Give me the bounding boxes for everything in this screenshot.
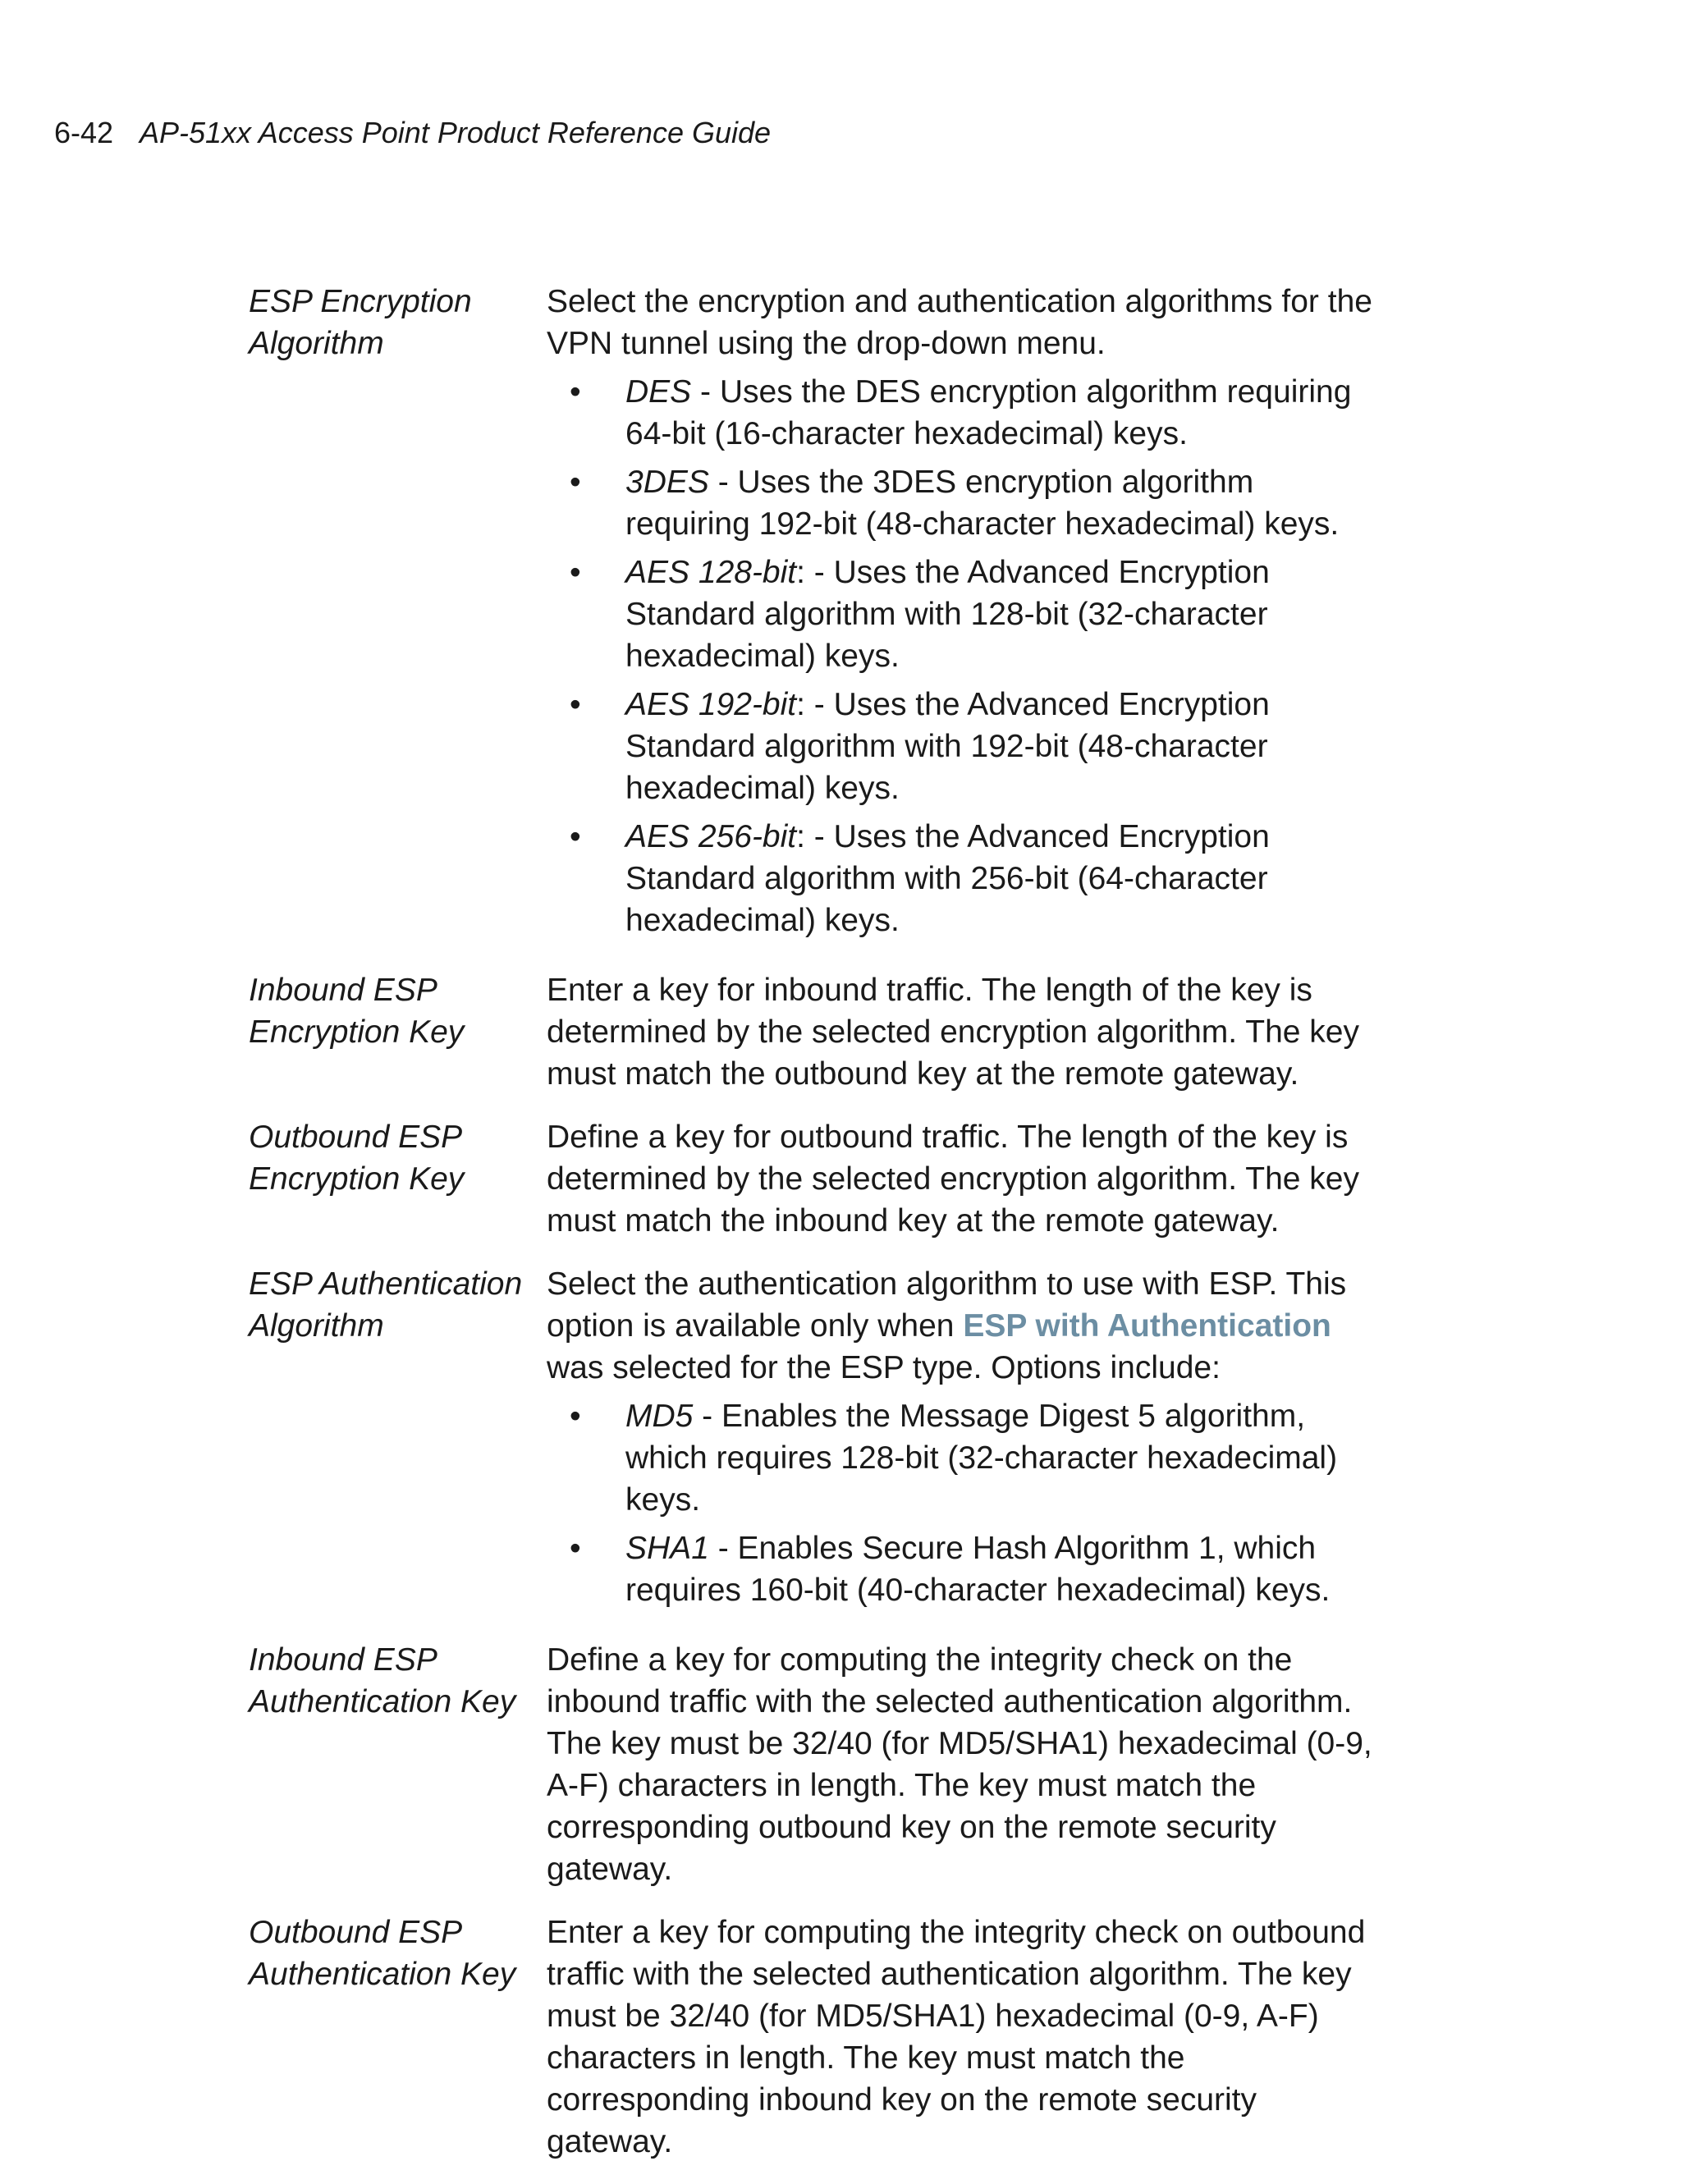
definition-text: Define a key for outbound traffic. The length of the key is determined by the selected encryption algorithm. The key must match the inbound key at the remote gateway.: [547, 1119, 1359, 1239]
bullet-icon: •: [570, 1531, 581, 1566]
definition-table: [249, 281, 1381, 2184]
option-item: [547, 371, 1376, 455]
option-item: [547, 461, 1376, 545]
term: [249, 1263, 547, 1618]
option-text: - Uses the 3DES encryption algorithm requiring 192-bit (48-character hexadecimal) keys.: [625, 465, 1340, 542]
term: [249, 1912, 547, 2163]
definition-text-after: was selected for the ESP type. Options include:: [547, 1350, 1221, 1385]
bullet-icon: •: [570, 465, 581, 500]
bullet-icon: •: [570, 1399, 581, 1434]
option-item: [547, 816, 1376, 941]
definition-text: Enter a key for inbound traffic. The length of the key is determined by the selected encryption algorithm. The key must match the outbound key at the remote gateway.: [547, 973, 1359, 1092]
term-line: Outbound ESP: [249, 1119, 463, 1155]
option-name: MD5: [625, 1399, 694, 1434]
bullet-icon: •: [570, 374, 581, 410]
page-header: [54, 115, 771, 151]
definition: [547, 1912, 1376, 2163]
option-name: AES 192-bit: [625, 687, 797, 722]
definition: [547, 1263, 1376, 1618]
definition-text: Select the encryption and authentication algorithms for the VPN tunnel using the drop-down menu.: [547, 284, 1372, 361]
option-name: DES: [625, 374, 692, 410]
definition: [547, 1116, 1376, 1242]
definition-row: [249, 1263, 1381, 1618]
option-list: [547, 1395, 1376, 1611]
definition-row: [249, 1639, 1381, 1890]
definition-row: [249, 1912, 1381, 2163]
option-item: [547, 1395, 1376, 1521]
term-line: Inbound ESP: [249, 1642, 437, 1678]
option-item: [547, 552, 1376, 677]
option-text: - Uses the DES encryption algorithm requiring 64-bit (16-character hexadecimal) keys.: [625, 374, 1352, 451]
option-text: : - Uses the Advanced Encryption Standard algorithm with 192-bit (48-character hexadecimal) keys.: [625, 687, 1270, 806]
term-line: Authentication Key: [249, 1684, 516, 1719]
term-line: ESP Authentication: [249, 1266, 523, 1302]
term: [249, 1639, 547, 1890]
definition-text: Enter a key for computing the integrity check on outbound traffic with the selected authentication algorithm. The key must be 32/40 (for MD5/SHA1) hexadecimal (0-9, A-F) characters in length. The key must match the corresponding inbound key on the remote security gateway.: [547, 1915, 1366, 2159]
esp-with-authentication-reference: ESP with Authentication: [963, 1308, 1331, 1344]
bullet-icon: •: [570, 687, 581, 722]
option-name: AES 128-bit: [625, 555, 797, 590]
definition-text-before: Select the authentication algorithm to use with ESP. This option is available only when: [547, 1266, 1347, 1344]
term: [249, 969, 547, 1095]
term: [249, 1116, 547, 1242]
option-name: SHA1: [625, 1531, 709, 1566]
term-line: ESP Encryption: [249, 284, 472, 319]
term-line: Authentication Key: [249, 1957, 516, 1992]
term-line: Outbound ESP: [249, 1915, 463, 1950]
definition-text: Define a key for computing the integrity check on the inbound traffic with the selected authentication algorithm. The key must be 32/40 (for MD5/SHA1) hexadecimal (0-9, A-F) characters in length. The key must match the corresponding outbound key on the remote security gateway.: [547, 1642, 1372, 1887]
term-line: Inbound ESP: [249, 973, 437, 1008]
option-text: - Enables Secure Hash Algorithm 1, which requires 160-bit (40-character hexadecimal) keys.: [625, 1531, 1331, 1608]
definition: [547, 1639, 1376, 1890]
option-list: [547, 371, 1376, 941]
definition-row: [249, 1116, 1381, 1242]
definition: [547, 969, 1376, 1095]
option-text: : - Uses the Advanced Encryption Standard algorithm with 128-bit (32-character hexadecimal) keys.: [625, 555, 1270, 674]
option-text: - Enables the Message Digest 5 algorithm, which requires 128-bit (32-character hexadecimal) keys.: [625, 1399, 1338, 1518]
bullet-icon: •: [570, 555, 581, 590]
term-line: Encryption Key: [249, 1161, 465, 1197]
definition-row: [249, 969, 1381, 1095]
option-name: AES 256-bit: [625, 819, 797, 854]
option-text: : - Uses the Advanced Encryption Standard algorithm with 256-bit (64-character hexadecimal) keys.: [625, 819, 1270, 938]
option-name: 3DES: [625, 465, 709, 500]
option-item: [547, 1527, 1376, 1611]
term-line: Algorithm: [249, 326, 384, 361]
definition-row: [249, 281, 1381, 948]
page-number: 6-42: [54, 116, 114, 149]
bullet-icon: •: [570, 819, 581, 854]
term-line: Algorithm: [249, 1308, 384, 1344]
option-item: [547, 684, 1376, 809]
definition-text: [547, 1263, 1376, 1389]
definition: [547, 281, 1376, 948]
term-line: Encryption Key: [249, 1014, 465, 1050]
term: [249, 281, 547, 948]
guide-title: AP-51xx Access Point Product Reference Guide: [140, 116, 772, 149]
